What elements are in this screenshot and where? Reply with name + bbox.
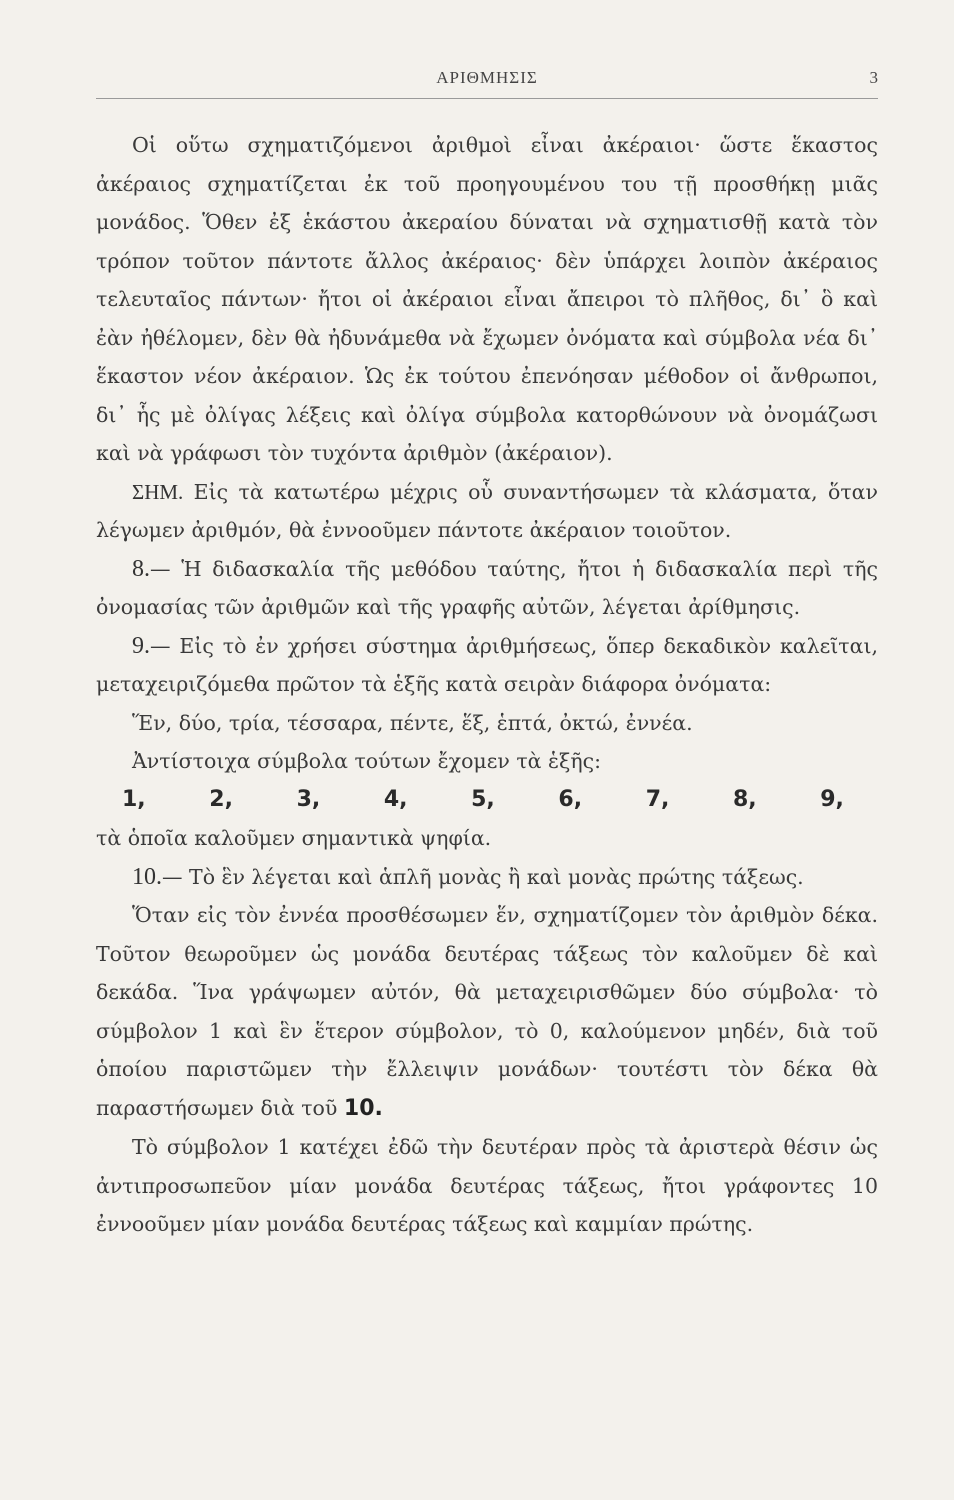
- note-text: Εἰς τὰ κατωτέρω μέχρις οὗ συναντήσωμεν τὰ κλάσματα, ὅταν λέγωμεν ἀριθμόν, θὰ ἐννοοῦμεν πάντοτε ἀκέραιον τοιοῦτον.: [96, 479, 878, 542]
- digit-symbol: 1,: [122, 786, 146, 812]
- page-number: 3: [869, 68, 878, 87]
- running-title: ΑΡΙΘΜΗΣΙΣ: [436, 68, 538, 87]
- paragraph-integers: Οἱ οὕτω σχηματιζόμενοι ἀριθμοὶ εἶναι ἀκέραιοι· ὥστε ἕκαστος ἀκέραιος σχηματίζεται ἐκ τοῦ προηγουμένου του τῇ προσθήκῃ μιᾶς μονάδος. Ὅθεν ἐξ ἑκάστου ἀκεραίου δύναται νὰ σχηματισθῇ κατὰ τὸν τρόπον τοῦτον πάντοτε ἄλλος ἀκέραιος· δὲν ὑπάρχει λοιπὸν ἀκέραιος τελευταῖος πάντων· ἤτοι οἱ ἀκέραιοι εἶναι ἄπειροι τὸ πλῆθος, δι᾽ ὃ καὶ ἐὰν ἠθέλομεν, δὲν θὰ ἠδυνάμεθα νὰ ἔχωμεν ὀνόματα καὶ σύμβολα νέα δι᾽ ἕκαστον νέον ἀκέραιον. Ὡς ἐκ τούτου ἐπενόησαν μέθοδον οἱ ἄνθρωποι, δι᾽ ἧς μὲ ὀλίγας λέξεις καὶ ὀλίγα σύμβολα κατορθώνουν νὰ ὀνομάζωσι καὶ νὰ γράφωσι τὸν τυχόντα ἀριθμὸν (ἀκέραιον).: [96, 133, 878, 465]
- paragraph-place-value: Τὸ σύμβολον 1 κατέχει ἐδῶ τὴν δευτέραν πρὸς τὰ ἀριστερὰ θέσιν ὡς ἀντιπροσωπεῦον μίαν μονάδα δευτέρας τάξεως, ἤτοι γράφοντες 10 ἐννοοῦμεν μίαν μονάδα δευτέρας τάξεως καὶ καμμίαν πρώτης.: [96, 1135, 878, 1236]
- digit-symbol: 7,: [645, 786, 670, 812]
- digits-caption: τὰ ὁποῖα καλοῦμεν σημαντικὰ ψηφία.: [96, 826, 492, 850]
- digit-symbol: 5,: [471, 786, 495, 812]
- section-text: — Εἰς τὸ ἐν χρήσει σύστημα ἀριθμήσεως, ὅπερ δεκαδικὸν καλεῖται, μεταχειριζόμεθα πρῶτον τὰ ἑξῆς κατὰ σειρὰν διάφορα ὀνόματα:: [96, 633, 878, 696]
- symbols-intro: Ἀντίστοιχα σύμβολα τούτων ἔχομεν τὰ ἑξῆς:: [132, 749, 601, 773]
- section-10: [96, 858, 878, 897]
- digit-symbol: 4,: [383, 786, 408, 812]
- digit-symbol: 3,: [296, 786, 321, 812]
- paragraph-tens: [96, 896, 878, 1128]
- section-number: 9.: [132, 632, 150, 659]
- section-text: — Τὸ ἓν λέγεται καὶ ἁπλῆ μονὰς ἢ καὶ μονὰς πρώτης τάξεως.: [162, 864, 804, 889]
- section-8: [96, 550, 878, 627]
- digit-symbol: 8,: [732, 786, 757, 812]
- section-number: 8.: [132, 555, 150, 582]
- note-paragraph: [96, 473, 878, 550]
- digit-symbol: 9,: [820, 786, 844, 812]
- page-body: [96, 126, 878, 1244]
- section-number: 10.: [132, 863, 162, 890]
- digit-symbols-row: [96, 781, 878, 820]
- page-header: [96, 66, 878, 99]
- section-text: — Ἡ διδασκαλία τῆς μεθόδου ταύτης, ἤτοι ἡ διδασκαλία περὶ τῆς ὀνομασίας τῶν ἀριθμῶν καὶ τῆς γραφῆς αὐτῶν, λέγεται ἀρίθμησις.: [96, 556, 878, 619]
- ten-symbol: 10.: [343, 1095, 383, 1121]
- number-names-line: Ἕν, δύο, τρία, τέσσαρα, πέντε, ἕξ, ἑπτά, ὀκτώ, ἐννέα.: [132, 710, 693, 735]
- note-label: ΣΗΜ.: [132, 479, 184, 504]
- paragraph-text: Ὅταν εἰς τὸν ἐννέα προσθέσωμεν ἕν, σχηματίζομεν τὸν ἀριθμὸν δέκα. Τοῦτον θεωροῦμεν ὡς μονάδα δευτέρας τάξεως τὸν καλοῦμεν δὲ καὶ δεκάδα. Ἵνα γράψωμεν αὐτόν, θὰ μεταχειρισθῶμεν δύο σύμβολα· τὸ σύμβολον 1 καὶ ἓν ἕτερον σύμβολον, τὸ 0, καλούμενον μηδέν, διὰ τοῦ ὁποίου παριστῶμεν τὴν ἔλλειψιν μονάδων· τουτέστι τὸν δέκα θὰ παραστήσωμεν διὰ τοῦ: [96, 903, 878, 1120]
- section-9: [96, 627, 878, 704]
- digit-symbol: 2,: [209, 786, 233, 812]
- digit-symbol: 6,: [558, 786, 583, 812]
